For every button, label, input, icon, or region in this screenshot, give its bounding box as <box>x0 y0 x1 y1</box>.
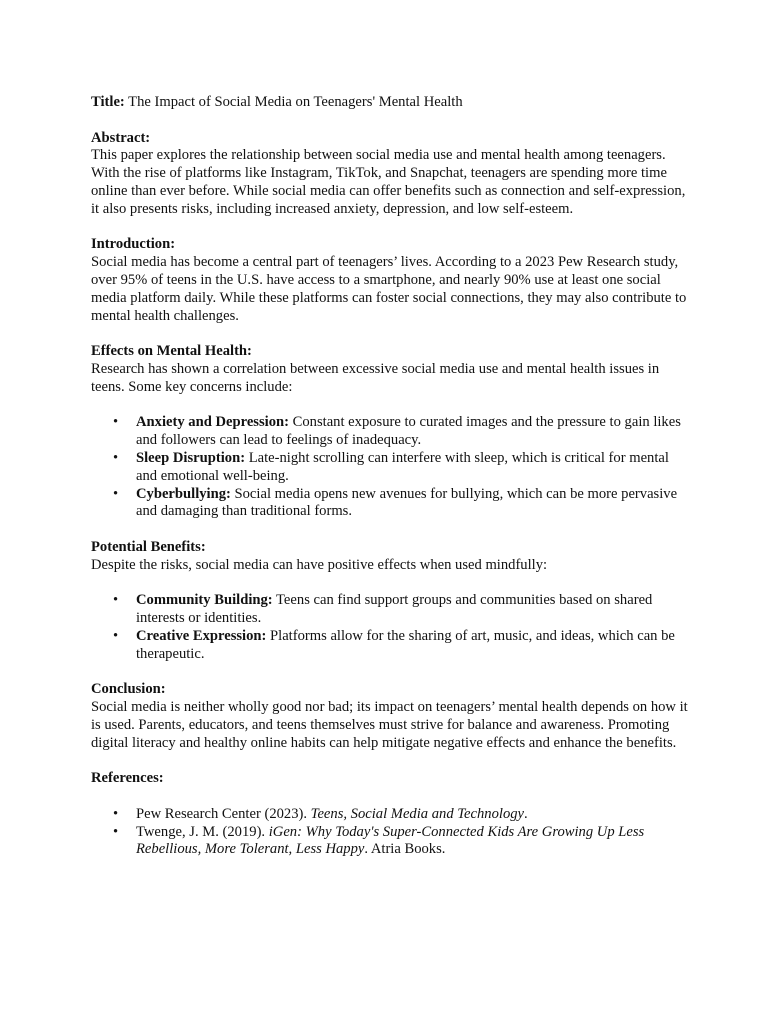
reference-tail: . <box>524 805 528 822</box>
effects-section <box>91 343 691 521</box>
abstract-heading: Abstract: <box>91 129 151 146</box>
reference-item <box>91 806 691 824</box>
introduction-heading: Introduction: <box>91 236 176 253</box>
title-text: The Impact of Social Media on Teenagers' Mental Health <box>124 94 463 110</box>
effects-heading: Effects on Mental Health: <box>91 343 252 360</box>
introduction-section <box>91 236 691 325</box>
introduction-body: Social media has become a central part of teenagers’ lives. According to a 2023 Pew Research study, over 95% of teens in the U.S. have access to a smartphone, and nearly 90% use at least one social media platform daily. While these platforms can foster social connections, they may also contribute to mental health challenges. <box>91 254 687 324</box>
list-item <box>91 450 691 486</box>
bullet-icon: • <box>113 485 119 502</box>
list-item <box>91 414 691 450</box>
list-item-text: Late-night scrolling can interfere with sleep, which is critical for mental and emotional well-being. <box>136 449 669 484</box>
reference-author: Twenge, J. M. (2019). <box>136 823 269 840</box>
list-item <box>91 486 691 522</box>
list-item-text: Constant exposure to curated images and the pressure to gain likes and followers can lead to feelings of inadequacy. <box>136 414 681 449</box>
references-list <box>91 806 691 859</box>
effects-list <box>91 414 691 521</box>
bullet-icon: • <box>113 627 119 644</box>
bullet-icon: • <box>113 592 119 609</box>
list-item-term: Anxiety and Depression: <box>136 414 289 431</box>
reference-item <box>91 824 691 860</box>
benefits-list <box>91 592 691 663</box>
conclusion-heading: Conclusion: <box>91 681 166 698</box>
reference-title: Teens, Social Media and Technology <box>310 805 525 822</box>
benefits-heading: Potential Benefits: <box>91 538 206 555</box>
bullet-icon: • <box>113 414 119 431</box>
benefits-section <box>91 539 691 664</box>
effects-body: Research has shown a correlation between excessive social media use and mental health issues in teens. Some key concerns include: <box>91 360 660 395</box>
reference-tail: . Atria Books. <box>364 841 446 858</box>
bullet-icon: • <box>113 823 119 840</box>
abstract-body: This paper explores the relationship between social media use and mental health among teenagers. With the rise of platforms like Instagram, TikTok, and Snapchat, teenagers are spending more time online than ever before. While social media can offer benefits such as connection and self-expression, it also presents risks, including increased anxiety, depression, and low self-esteem. <box>91 147 686 217</box>
list-item-text: Social media opens new avenues for bullying, which can be more pervasive and damaging than traditional forms. <box>136 485 678 520</box>
bullet-icon: • <box>113 805 119 822</box>
title-label: Title: <box>91 94 125 110</box>
list-item-text: Teens can find support groups and communities based on shared interests or identities. <box>136 592 653 627</box>
conclusion-section <box>91 681 691 752</box>
list-item-term: Sleep Disruption: <box>136 449 246 466</box>
bullet-icon: • <box>113 449 119 466</box>
abstract-section <box>91 130 691 219</box>
list-item <box>91 592 691 628</box>
reference-author: Pew Research Center (2023). <box>136 805 311 822</box>
list-item-text: Platforms allow for the sharing of art, music, and ideas, which can be therapeutic. <box>136 627 675 662</box>
list-item-term: Community Building: <box>136 592 273 609</box>
list-item-term: Cyberbullying: <box>136 485 231 502</box>
conclusion-body: Social media is neither wholly good nor bad; its impact on teenagers’ mental health depends on how it is used. Parents, educators, and teens themselves must strive for balance and awareness. Promoting digital literacy and healthy online habits can help mitigate negative effects and enhance the benefits. <box>91 699 688 751</box>
document-page <box>91 94 691 877</box>
references-section <box>91 770 691 859</box>
list-item-term: Creative Expression: <box>136 627 267 644</box>
paper-title <box>91 94 691 112</box>
benefits-body: Despite the risks, social media can have positive effects when used mindfully: <box>91 556 548 573</box>
list-item <box>91 628 691 664</box>
references-heading: References: <box>91 770 164 787</box>
reference-title: iGen: Why Today's Super-Connected Kids Are Growing Up Less Rebellious, More Tolerant, Less Happy <box>136 823 645 858</box>
